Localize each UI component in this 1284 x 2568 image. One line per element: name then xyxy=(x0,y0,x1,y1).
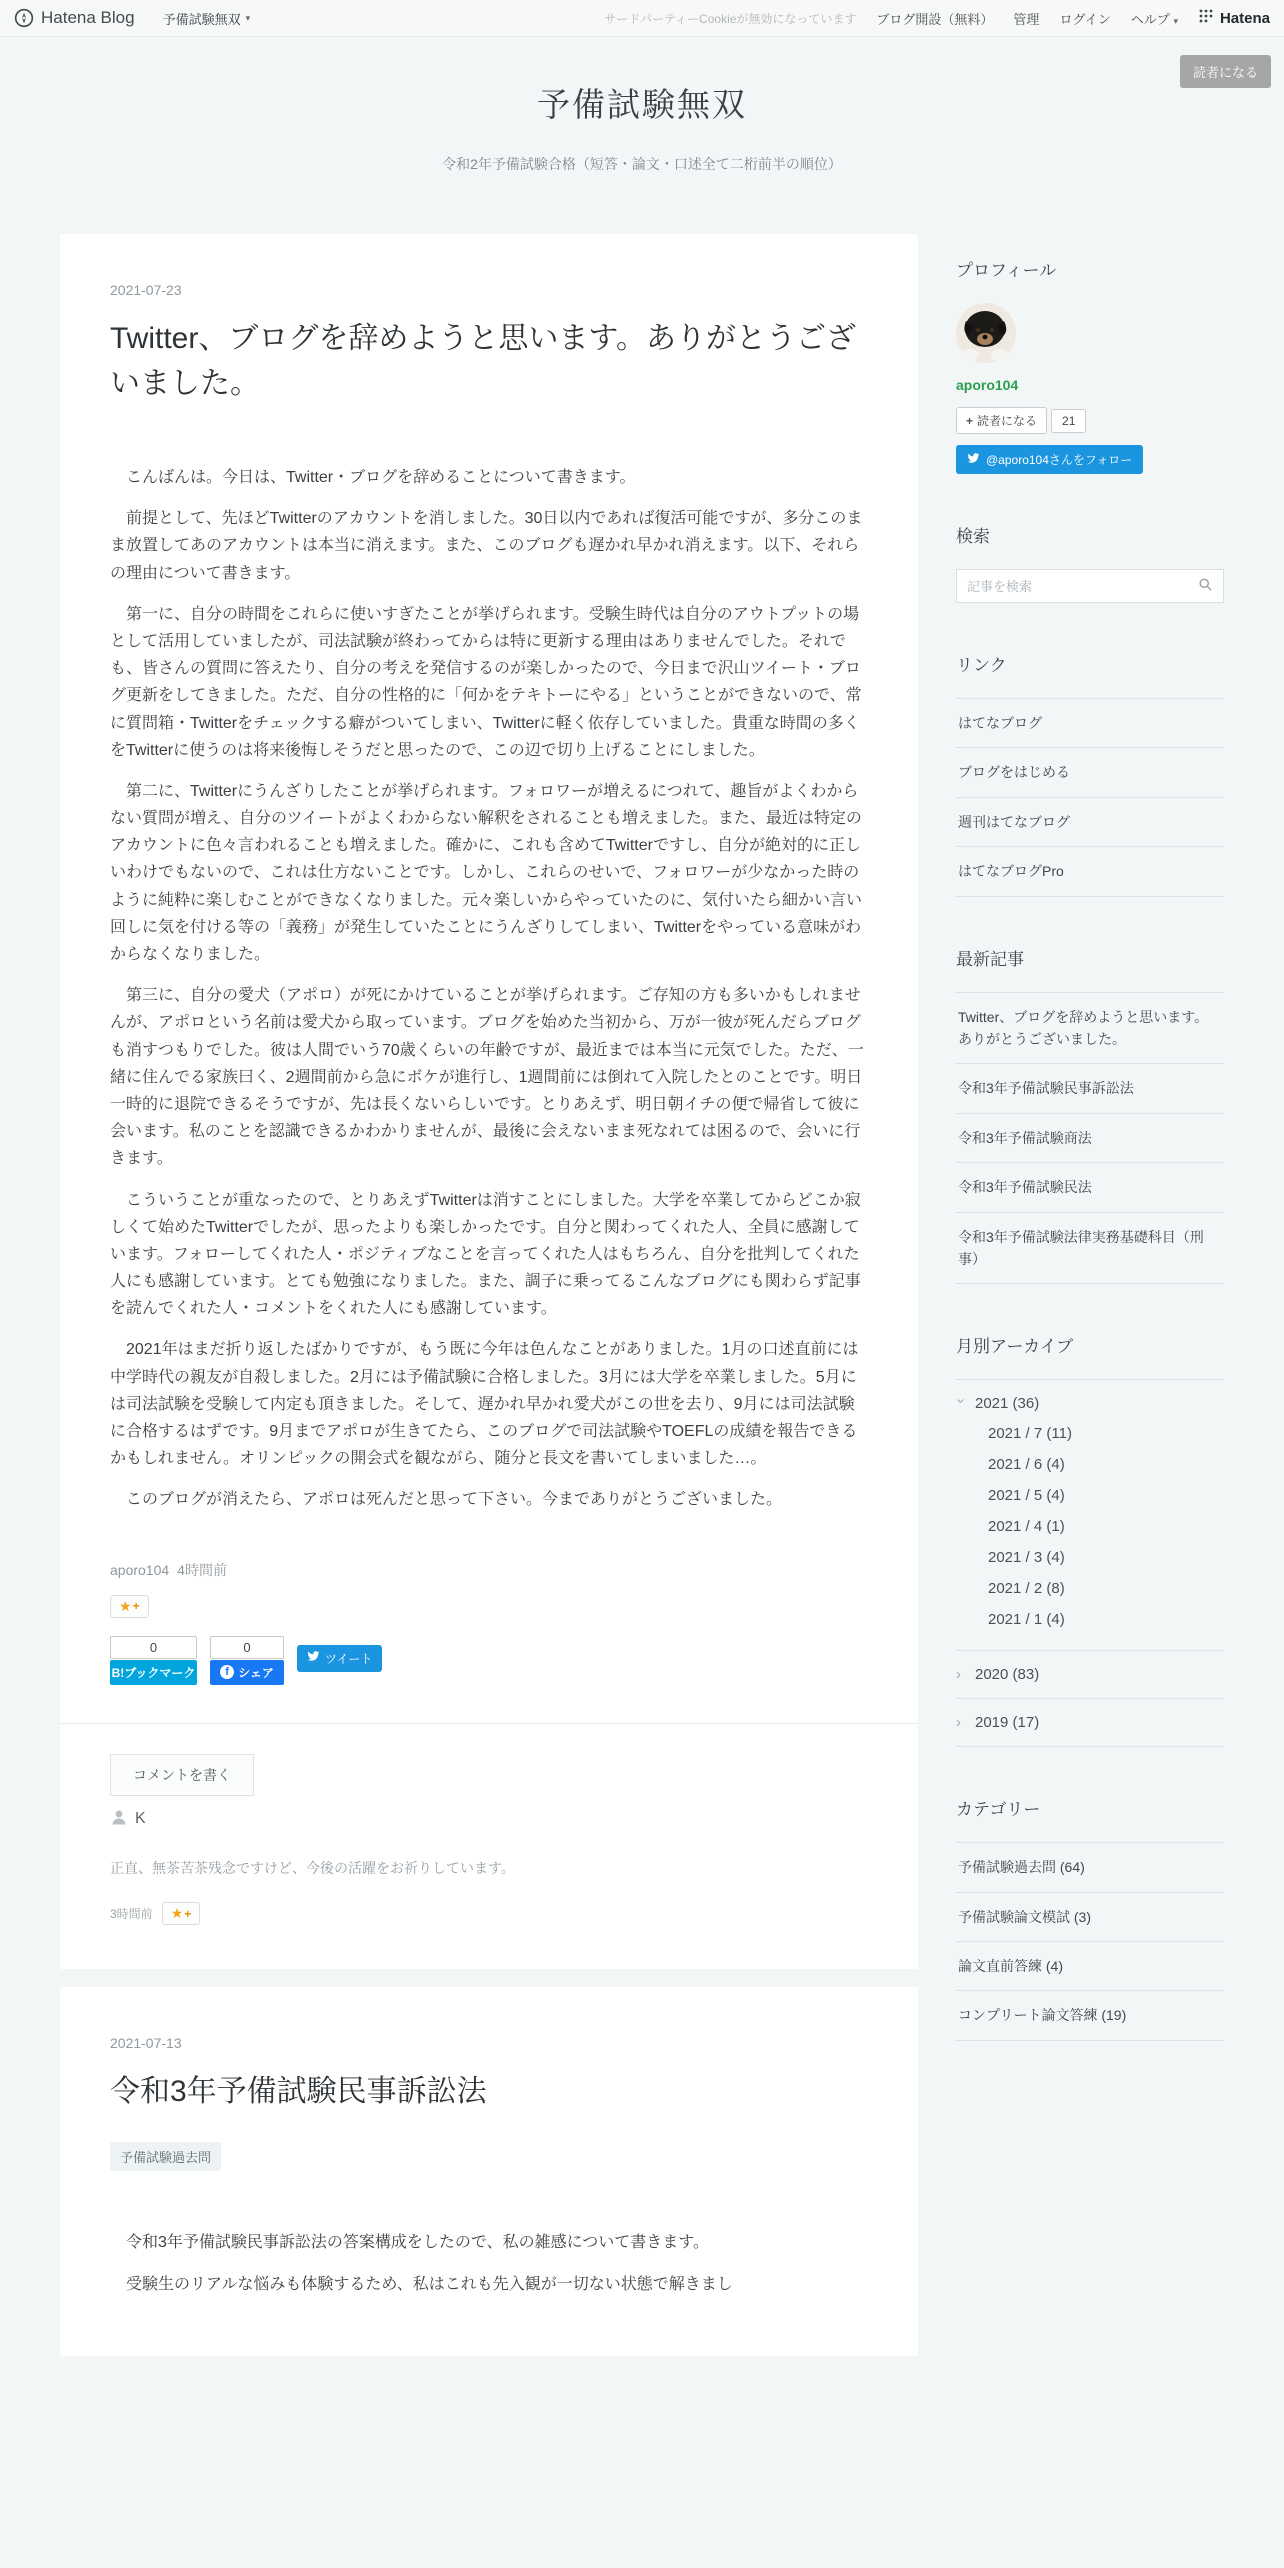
entry-card xyxy=(60,234,918,1969)
list-item xyxy=(956,1893,1224,1942)
sidebar-search xyxy=(956,522,1224,603)
archive-year-toggle[interactable] xyxy=(952,1395,1224,1413)
search-heading: 検索 xyxy=(956,527,990,546)
entry-date[interactable]: 2021-07-23 xyxy=(110,282,182,298)
archive-group xyxy=(956,1651,1224,1699)
sidebar-archive xyxy=(952,1332,1224,1747)
navbar-right xyxy=(604,8,1270,28)
entry-author-link[interactable]: aporo104 xyxy=(110,1561,170,1578)
hatena-bookmark-button[interactable] xyxy=(110,1636,197,1685)
list-item xyxy=(956,748,1224,797)
list-item xyxy=(956,847,1224,896)
twitter-follow-label: @aporo104さんをフォロー xyxy=(986,453,1133,467)
top-navbar xyxy=(0,0,1284,37)
tweet-button-label: ツイート xyxy=(325,1651,373,1666)
facebook-icon: f xyxy=(220,1665,234,1679)
chevron-down-icon: › xyxy=(952,1398,970,1404)
bookmark-count: 0 xyxy=(110,1636,197,1659)
blog-header xyxy=(0,37,1284,234)
hatena-bookmark-icon: B!ブックマーク xyxy=(110,1660,197,1685)
categories-heading: カテゴリー xyxy=(956,1800,1041,1820)
list-item xyxy=(956,993,1224,1065)
search-button[interactable] xyxy=(1187,570,1223,602)
write-comment-button[interactable]: コメントを書く xyxy=(110,1754,254,1796)
profile-heading: プロフィール xyxy=(956,261,1057,280)
list-item xyxy=(956,699,1224,748)
list-item xyxy=(956,1213,1224,1285)
entry-title[interactable]: 令和3年予備試験民事訴訟法 xyxy=(110,2075,487,2109)
share-buttons-row xyxy=(110,1636,868,1685)
sidebar-link-pro[interactable]: はてなブログPro xyxy=(956,847,1224,896)
plus-icon: + xyxy=(184,1906,192,1921)
star-icon: ★ xyxy=(170,1905,184,1922)
subscribe-label: 読者になる xyxy=(977,414,1038,428)
recent-entry-link[interactable]: 令和3年予備試験民事訴訟法 xyxy=(956,1064,1224,1113)
chevron-right-icon: › xyxy=(956,1714,961,1732)
facebook-share-button[interactable] xyxy=(210,1636,284,1685)
recent-entry-link[interactable]: Twitter、ブログを辞めようと思います。ありがとうございました。 xyxy=(956,993,1224,1065)
plus-icon: + xyxy=(132,1599,140,1614)
entry-paragraph: こういうことが重なったので、とりあえずTwitterは消すことにしました。大学を卒業してからどこか寂しくて始めたTwitterでしたが、思ったよりも楽しかったです。自分と関わってくれた人、全員に感謝しています。フォローしてくれた人・ポジティブなことを言ってくれた人はもちろん、自分を批判してくれた人にも感謝しています。とても勉強になりました。また、調子に乗ってるこんなブログにも関わらず記事を読んでくれた人・コメントをくれた人にも感謝しています。 xyxy=(110,1191,861,1318)
share-count: 0 xyxy=(210,1636,284,1659)
plus-icon: + xyxy=(966,413,974,428)
sidebar-links xyxy=(956,651,1224,897)
hatena-logo-text: Hatena xyxy=(1219,9,1270,27)
entry-paragraph: 第一に、自分の時間をこれらに使いすぎたことが挙げられます。受験生時代は自分のアウトプットの場として活用していましたが、司法試験が終わってからは特に更新する理由はありませんでした。それでも、皆さんの質問に答えたり、自分の考えを発信するのが楽しかったので、今日まで沢山ツイート・ブログ更新をしてきました。ただ、自分の性格的に「何かをテキトーにやる」ということができないので、常に質問箱・Twitterをチェックする癖がついてしまい、Twitterに軽く依存していました。貴重な時間の多くをTwitterに使うのは将来後悔しそうだと思ったので、この辺で切り上げることにしました。 xyxy=(110,605,862,759)
blog-switcher[interactable] xyxy=(163,9,251,28)
list-item xyxy=(956,1163,1224,1212)
star-icon: ★ xyxy=(119,1597,132,1614)
entry-paragraph: 第二に、Twitterにうんざりしたことが挙げられます。フォロワーが増えるにつれて、趣旨がよくわからない質問が増え、自分のツイートがよくわからない解釈をされることも増えました。また、最近は特定のアカウントに色々言われることも増えました。確かに、これも含めてTwitterですし、自分が絶対的に正しいわけでもないので、これは仕方ないことです。しかし、これらのせいで、フォロワーが少なかった時のように純粋に楽しむことができなくなりました。元々楽しいからやっていたのに、気付いたら細かい言い回しに気を付ける等の「義務」が発生していたことにうんざりしてしまい、Twitterをやっている意味がわからなくなりました。 xyxy=(110,782,863,963)
list-item xyxy=(956,1991,1224,2040)
list-item xyxy=(956,1942,1224,1991)
entry-paragraph: 令和3年予備試験民事訴訟法の答案構成をしたので、私の雑感について書きます。 xyxy=(110,2234,709,2252)
comment-time: 3時間前 xyxy=(110,1907,153,1922)
comments-section xyxy=(110,1724,868,1926)
add-star-button[interactable] xyxy=(110,1595,149,1618)
links-heading: リンク xyxy=(956,656,1007,675)
list-item xyxy=(956,798,1224,847)
hatena-blog-logo-icon xyxy=(14,8,34,28)
archive-group xyxy=(956,1699,1224,1747)
twitter-icon xyxy=(307,1651,320,1665)
list-item xyxy=(988,1480,1224,1511)
subscribe-button-profile[interactable] xyxy=(956,407,1047,434)
recent-entry-link[interactable]: 令和3年予備試験民法 xyxy=(956,1163,1224,1212)
nav-link-help-label: ヘルプ xyxy=(1130,11,1170,27)
sidebar xyxy=(952,234,1224,2089)
sidebar-link-hatenablog[interactable]: はてなブログ xyxy=(956,699,1224,748)
entry-title[interactable]: Twitter、ブログを辞めようと思います。ありがとうございました。 xyxy=(110,322,856,400)
sidebar-link-weekly[interactable]: 週刊はてなブログ xyxy=(956,798,1224,847)
list-item xyxy=(988,1449,1224,1480)
archive-month-link[interactable]: 2021 / 3 (4) xyxy=(988,1549,1065,1567)
category-link[interactable]: コンプリート論文答練 (19) xyxy=(956,1991,1224,2040)
list-item xyxy=(956,1064,1224,1113)
blog-subtitle: 令和2年予備試験合格（短答・論文・口述全て二桁前半の順位） xyxy=(442,156,842,172)
entry-paragraph: こんばんは。今日は、Twitter・ブログを辞めることについて書きます。 xyxy=(110,469,636,486)
recent-entry-link[interactable]: 令和3年予備試験商法 xyxy=(956,1114,1224,1163)
archive-group xyxy=(952,1380,1224,1651)
recent-heading: 最新記事 xyxy=(956,949,1024,969)
archive-month-link[interactable]: 2021 / 1 (4) xyxy=(988,1611,1065,1629)
chevron-down-icon: ▾ xyxy=(1173,15,1178,26)
archive-year-toggle[interactable] xyxy=(956,1666,1224,1683)
entry-footer xyxy=(110,1560,868,1685)
entry-time-ago: 4時間前 xyxy=(177,1561,227,1578)
sidebar-recent-entries xyxy=(956,945,1224,1285)
sidebar-link-start-blog[interactable]: ブログをはじめる xyxy=(956,748,1224,797)
entry-body xyxy=(110,2229,868,2297)
archive-month-link[interactable]: 2021 / 4 (1) xyxy=(988,1518,1065,1536)
nav-link-help[interactable] xyxy=(1131,9,1178,28)
category-link[interactable]: 予備試験過去問 (64) xyxy=(956,1843,1224,1892)
subscriber-count: 21 xyxy=(1051,409,1086,433)
blog-title[interactable]: 予備試験無双 xyxy=(537,86,747,123)
comment-author[interactable]: K xyxy=(135,1810,146,1828)
hatena-blog-logo-text: Hatena Blog xyxy=(41,8,135,27)
subscribe-button-top[interactable]: 読者になる xyxy=(1180,55,1271,88)
archive-year-toggle[interactable] xyxy=(956,1714,1224,1731)
blog-switcher-label: 予備試験無双 xyxy=(162,11,241,27)
list-item xyxy=(956,1114,1224,1163)
search-icon xyxy=(1198,577,1213,595)
sidebar-profile xyxy=(956,256,1224,474)
tweet-button[interactable] xyxy=(297,1645,382,1672)
facebook-share-label: シェア xyxy=(238,1665,274,1680)
profile-name[interactable]: aporo104 xyxy=(956,377,1019,393)
archive-month-link[interactable]: 2021 / 2 (8) xyxy=(988,1580,1065,1598)
category-tag[interactable]: 予備試験過去問 xyxy=(110,2142,221,2171)
archive-year-label: 2020 (83) xyxy=(975,1666,1040,1684)
entry-paragraph: 第三に、自分の愛犬（アポロ）が死にかけていることが挙げられます。ご存知の方も多いかもしれませんが、アポロという名前は愛犬から取っています。ブログを始めた当初から、万が一彼が死んだらブログも消すつもりでした。彼は人間でいう70歳くらいの年齢ですが、最近までは本当に元気でした。ただ、一緒に住んでる家族曰く、2週間前から急にボケが進行し、1週間前には倒れて入院したとのことです。明日一時的に退院できるそうですが、先は長くないらしいです。とりあえず、明日朝イチの便で帰省して彼に会います。私のことを認識できるかわかりませんが、最後に会えないまま死なれては困るので、会いに行きます。 xyxy=(110,987,864,1168)
list-item xyxy=(988,1573,1224,1604)
nav-link-create-blog[interactable]: ブログ開設（無料） xyxy=(876,11,994,27)
archive-year-label: 2021 (36) xyxy=(975,1395,1040,1413)
chevron-down-icon: ▾ xyxy=(245,12,251,23)
twitter-icon xyxy=(967,453,980,467)
list-item xyxy=(988,1511,1224,1542)
hatena-corporate-logo[interactable] xyxy=(1198,8,1270,28)
hatena-logo-icon xyxy=(1198,8,1214,28)
entry-date[interactable]: 2021-07-13 xyxy=(110,2035,182,2052)
main-column xyxy=(60,234,918,2374)
comment-text: 正直、無茶苦茶残念ですけど、今後の活躍をお祈りしています。 xyxy=(110,1859,515,1876)
entry-paragraph: 2021年はまだ折り返したばかりですが、もう既に今年は色んなことがありました。1月の口述直前には中学時代の親友が自殺しました。2月には予備試験に合格しました。3月には大学を卒業しました。5月には司法試験を受験して内定も頂きました。そして、遅かれ早かれ愛犬がこの世を去り、9月には司法試験に合格するはずです。9月までアポロが生きてたら、このブログで司法試験やTOEFLの成績を報告できるかもしれません。オリンピックの開会式を観ながら、随分と長文を書いてしまいました…。 xyxy=(110,1341,859,1468)
entry-paragraph: 受験生のリアルな悩みも体験するため、私はこれも先入観が一切ない状態で解きまし xyxy=(110,2275,733,2293)
entry-body xyxy=(110,464,868,1514)
archive-month-link[interactable]: 2021 / 5 (4) xyxy=(988,1487,1065,1505)
avatar[interactable] xyxy=(956,303,1016,363)
nav-link-login[interactable]: ログイン xyxy=(1059,11,1111,27)
user-icon xyxy=(110,1808,128,1831)
archive-month-link[interactable]: 2021 / 7 (11) xyxy=(988,1425,1072,1443)
archive-heading: 月別アーカイブ xyxy=(956,1337,1074,1357)
sidebar-categories xyxy=(956,1795,1224,2041)
entry-paragraph: 前提として、先ほどTwitterのアカウントを消しました。30日以内であれば復活可能ですが、多分このまま放置してあのアカウントは本当に消えます。また、このブログも遅かれ早かれ消えます。以下、それらの理由について書きます。 xyxy=(110,510,863,582)
category-link[interactable]: 予備試験論文模試 (3) xyxy=(956,1893,1224,1942)
add-star-button[interactable] xyxy=(162,1902,201,1925)
archive-year-label: 2019 (17) xyxy=(975,1714,1040,1732)
list-item xyxy=(956,1843,1224,1892)
chevron-right-icon: › xyxy=(956,1666,961,1684)
cookie-notice: サードパーティーCookieが無効になっています xyxy=(604,11,857,26)
twitter-follow-button[interactable] xyxy=(956,445,1143,474)
recent-entry-link[interactable]: 令和3年予備試験法律実務基礎科目（刑事） xyxy=(956,1213,1224,1285)
search-input[interactable] xyxy=(957,570,1187,602)
comment-item xyxy=(110,1808,868,1926)
list-item xyxy=(988,1418,1224,1449)
list-item xyxy=(988,1604,1224,1635)
entry-card xyxy=(60,1987,918,2355)
list-item xyxy=(988,1542,1224,1573)
nav-link-admin[interactable]: 管理 xyxy=(1013,11,1040,27)
category-link[interactable]: 論文直前答練 (4) xyxy=(956,1942,1224,1991)
archive-month-link[interactable]: 2021 / 6 (4) xyxy=(988,1456,1065,1474)
entry-paragraph: このブログが消えたら、アポロは死んだと思って下さい。今までありがとうございました。 xyxy=(110,1491,783,1509)
hatena-blog-logo[interactable] xyxy=(14,8,135,28)
